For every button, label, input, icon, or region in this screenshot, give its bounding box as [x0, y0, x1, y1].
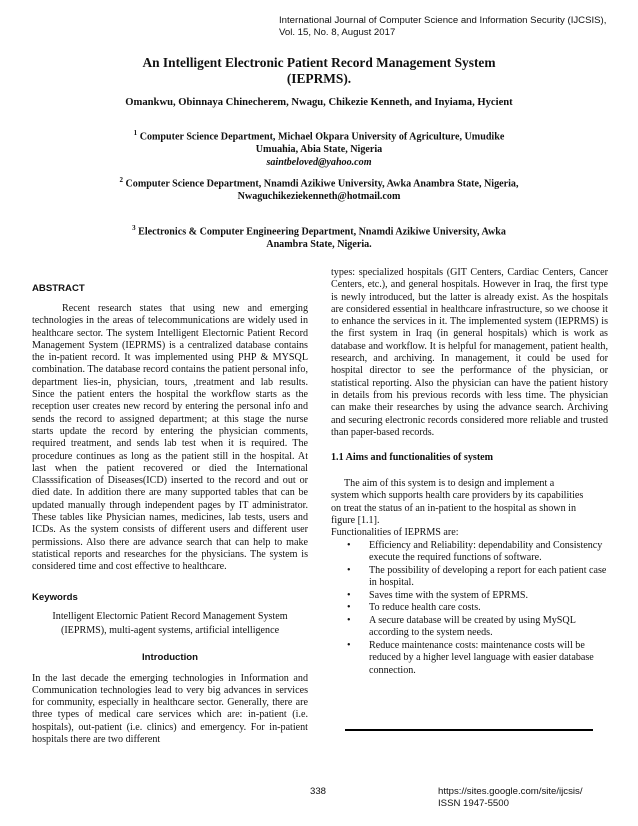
aims-line2: system which supports health care providers by its capabilities	[331, 490, 584, 502]
journal-header-line2: Vol. 15, No. 8, August 2017	[279, 27, 396, 38]
abstract-text: Recent research states that using new and emerging technologies in the areas of telecommunications are widely used in healthcare sector. The system Intelligent Electornic Patient Record Management System (IEPRMS) is a centralized database contains the in-patient record. It was implemented using PHP & MYSQL combination. The database record contains the patient personal info, department lies-in, physician, tours, ,treatment and lab results. Since the patient enters the hospital the workflow starts as the reception user creates new record by entering the personal info and sends the record to assigned department; at this stage the nurse starts update the record by entering the physician comments, required treatment, and sends lab test when it is required. The procedure continues as long as the patient still in the hospital. At last when the patient recovered or died the International Classsification of Diseases(ICD) inserted to the record and out or died date. In addition there are many supported tables that can be updated manually through independent pages by IT administrator. These tables like Physician names, medicines, lab tests, users and ICDs. As the system consists of different users and different user permissions. Also there are advance search that can help to make statistical reports and researches for the physicians. The system is considered time and cost effective to healthcare.	[32, 303, 308, 573]
bullet-icon: •	[347, 589, 351, 601]
footer-issn: ISSN 1947-5500	[438, 798, 509, 809]
bullet-icon: •	[347, 614, 351, 626]
affiliation-1-number: 1	[133, 129, 138, 137]
functionalities-intro: Functionalities of IEPRMS are:	[331, 527, 459, 539]
bullet-icon: •	[347, 602, 351, 614]
keywords-line1: Intelligent Electornic Patient Record Management System	[52, 610, 288, 622]
footer-info	[438, 786, 583, 810]
bullet-icon: •	[347, 639, 351, 651]
affiliation-2-line1: Computer Science Department, Nnamdi Azikiwe University, Awka Anambra State, Nigeria,	[125, 178, 519, 190]
aims-section-heading: 1.1 Aims and functionalities of system	[331, 452, 494, 464]
affiliation-1	[50, 127, 588, 169]
keywords-text	[32, 610, 308, 638]
affiliation-1-email: saintbeloved@yahoo.com	[266, 157, 372, 169]
author-list: Omankwu, Obinnaya Chinecherem, Nwagu, Chikezie Kenneth, and Inyiama, Hycient	[125, 97, 513, 108]
introduction-text: In the last decade the emerging technologies in Information and Communication technologies lead to very big advances in services for community, especially in healthcare sector. Generally, there are three types of medical care services which are: in-patient (i.e. hospitals), out-patient (i.e. clinics) and emergency. For in-patient hospitals there are two different	[32, 672, 308, 746]
keywords-heading: Keywords	[32, 591, 78, 603]
functionality-item: • To reduce health care costs.	[347, 602, 481, 614]
affiliation-3-number: 3	[132, 224, 136, 232]
functionalities-list	[331, 540, 608, 677]
right-column	[331, 267, 608, 677]
paper-title	[60, 55, 578, 87]
functionality-item: • Saves time with the system of EPRMS.	[347, 589, 528, 601]
journal-header-line1: International Journal of Computer Science and Information Security (IJCSIS),	[279, 15, 607, 26]
affiliation-2-number: 2	[119, 176, 123, 184]
affiliation-3	[50, 222, 588, 251]
affiliation-1-line1: Computer Science Department, Michael Okpara University of Agriculture, Umudike	[139, 131, 505, 143]
journal-header	[279, 15, 606, 39]
page-number: 338	[310, 786, 327, 797]
functionality-item: • The possibility of developing a report for each patient case in hospital.	[347, 564, 607, 588]
aims-line4: figure [1.1].	[331, 515, 380, 527]
aims-line3: on treat the status of an in-patient to the hospital as shown in	[331, 502, 577, 514]
affiliation-2	[50, 174, 588, 203]
bullet-icon: •	[347, 539, 351, 551]
affiliation-3-line2: Anambra State, Nigeria.	[266, 239, 372, 251]
left-column	[32, 283, 308, 746]
functionality-item: • Reduce maintenance costs: maintenance costs will be reduced by a higher level language with easier database connection.	[347, 639, 594, 676]
paper-title-line2: (IEPRMS).	[286, 71, 352, 86]
keywords-line2: (IEPRMS), multi-agent systems, artificial intelligence	[60, 624, 280, 636]
column-end-rule	[345, 729, 593, 731]
affiliation-2-line2: Nwaguchikeziekenneth@hotmail.com	[237, 191, 401, 203]
intro-continuation-text: types: specialized hospitals (GIT Centers, Cardiac Centers, Cancer Centers, etc.), and general hospitals. However in Iraq, the first type is newly introduced, but the latter is already exist. As the hospitals are considered essential in healthcare infrastructure, so we choose it to enhance the services in it. The implemented system (IEPRMS) is the first system in Iraq (in general hospitals) which is work as database and workflow. It is helpful for management, patient health, research, and archiving. In management, it could be used for hospital director to see the performance of the physician, or statistical reporting. Also the physician can have the patient history in details from his previous records with less time. The physician can make their researches by using the advance search. Archiving and securing electronic records considered more reliable and trusted than paper-based records.	[331, 267, 608, 438]
paper-title-line1: An Intelligent Electronic Patient Record Management System	[142, 55, 496, 70]
bullet-icon: •	[347, 564, 351, 576]
affiliation-3-line1: Electronics & Computer Engineering Department, Nnamdi Azikiwe University, Awka	[138, 226, 506, 238]
abstract-heading: ABSTRACT	[32, 283, 85, 294]
functionality-item: • Efficiency and Reliability: dependability and Consistency execute the required functions of software.	[347, 539, 603, 563]
affiliation-1-line2: Umuahia, Abia State, Nigeria	[255, 144, 383, 156]
functionality-item: • A secure database will be created by using MySQL according to the system needs.	[347, 614, 576, 639]
aims-paragraph	[331, 478, 608, 539]
introduction-heading: Introduction	[142, 651, 198, 663]
footer-url[interactable]: https://sites.google.com/site/ijcsis/	[438, 786, 583, 797]
aims-line1: The aim of this system is to design and implement a	[344, 478, 555, 490]
